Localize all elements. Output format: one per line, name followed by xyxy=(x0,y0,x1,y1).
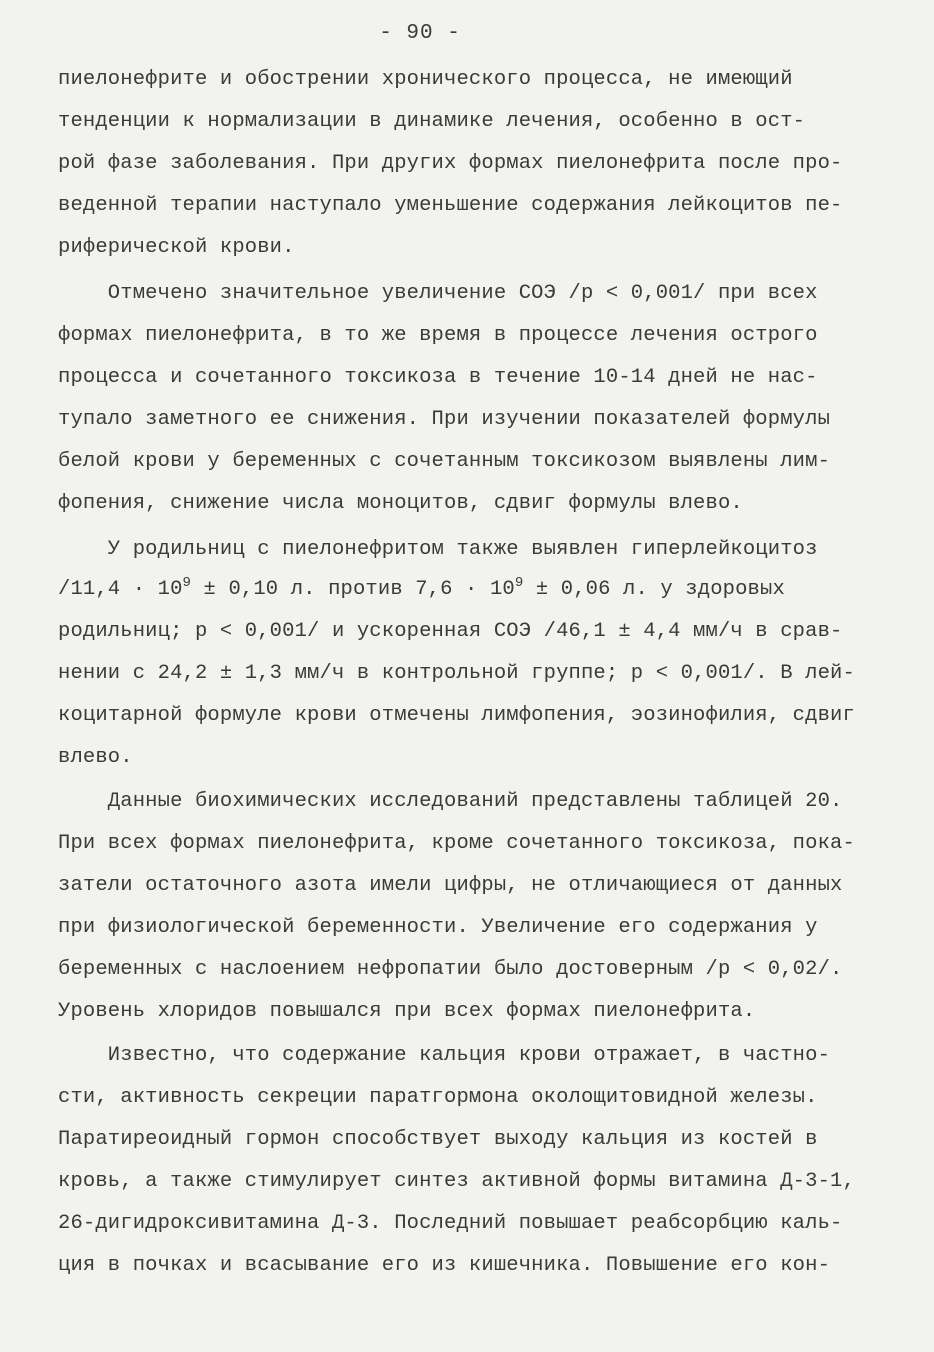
text-line: риферической крови. xyxy=(58,236,295,259)
text-line: рой фазе заболевания. При других формах пиелонефрита после про- xyxy=(58,152,843,175)
text-line: затели остаточного азота имели цифры, не отличающиеся от данных xyxy=(58,874,843,897)
text-line: белой крови у беременных с сочетанным токсикозом выявлены лим- xyxy=(58,450,831,473)
text-line: При всех формах пиелонефрита, кроме сочетанного токсикоза, пока- xyxy=(58,832,855,855)
text-line: коцитарной формуле крови отмечены лимфопения, эозинофилия, сдвиг xyxy=(58,704,855,727)
text-line: пиелонефрите и обострении хронического процесса, не имеющий xyxy=(58,68,793,91)
text-line: формах пиелонефрита, в то же время в процессе лечения острого xyxy=(58,324,818,347)
text-line: нении с 24,2 ± 1,3 мм/ч в контрольной группе; р < 0,001/. В лей- xyxy=(58,662,855,685)
text-line: У родильниц с пиелонефритом также выявлен гиперлейкоцитоз xyxy=(58,538,818,561)
text-line: Данные биохимических исследований представлены таблицей 20. xyxy=(58,790,843,813)
text-line: ция в почках и всасывание его из кишечника. Повышение его кон- xyxy=(58,1254,831,1277)
text-line: Паратиреоидный гормон способствует выходу кальция из костей в xyxy=(58,1128,818,1151)
text-line: беременных с наслоением нефропатии было достоверным /р < 0,02/. xyxy=(58,958,843,981)
text-line: тупало заметного ее снижения. При изучении показателей формулы xyxy=(58,408,831,431)
text-line: процесса и сочетанного токсикоза в течение 10-14 дней не нас- xyxy=(58,366,818,389)
text-line: веденной терапии наступало уменьшение содержания лейкоцитов пе- xyxy=(58,194,843,217)
text-line: Отмечено значительное увеличение СОЭ /р < 0,001/ при всех xyxy=(58,282,818,305)
formula-line: $/11,4 \cdot 10^9 \pm 0,10$ л. против $7,6 \cdot 10^9 \pm 0,06$ л. у здоровых xyxy=(58,575,785,601)
text-line: Известно, что содержание кальция крови отражает, в частно- xyxy=(58,1044,831,1067)
text-line: кровь, а также стимулирует синтез активной формы витамина Д-3-1, xyxy=(58,1170,855,1193)
text-line: влево. xyxy=(58,746,133,769)
text-line: при физиологической беременности. Увеличение его содержания у xyxy=(58,916,818,939)
page-number: - 90 - xyxy=(379,22,461,45)
text-line: родильниц; р < 0,001/ и ускоренная СОЭ /46,1 ± 4,4 мм/ч в срав- xyxy=(58,620,843,643)
text-line: сти, активность секреции паратгормона околощитовидной железы. xyxy=(58,1086,818,1109)
text-line: 26-дигидроксивитамина Д-3. Последний повышает реабсорбцию каль- xyxy=(58,1212,843,1235)
text-line: тенденции к нормализации в динамике лечения, особенно в ост- xyxy=(58,110,806,133)
text-line: Уровень хлоридов повышался при всех формах пиелонефрита. xyxy=(58,1000,756,1023)
text-line: фопения, снижение числа моноцитов, сдвиг формулы влево. xyxy=(58,492,743,515)
